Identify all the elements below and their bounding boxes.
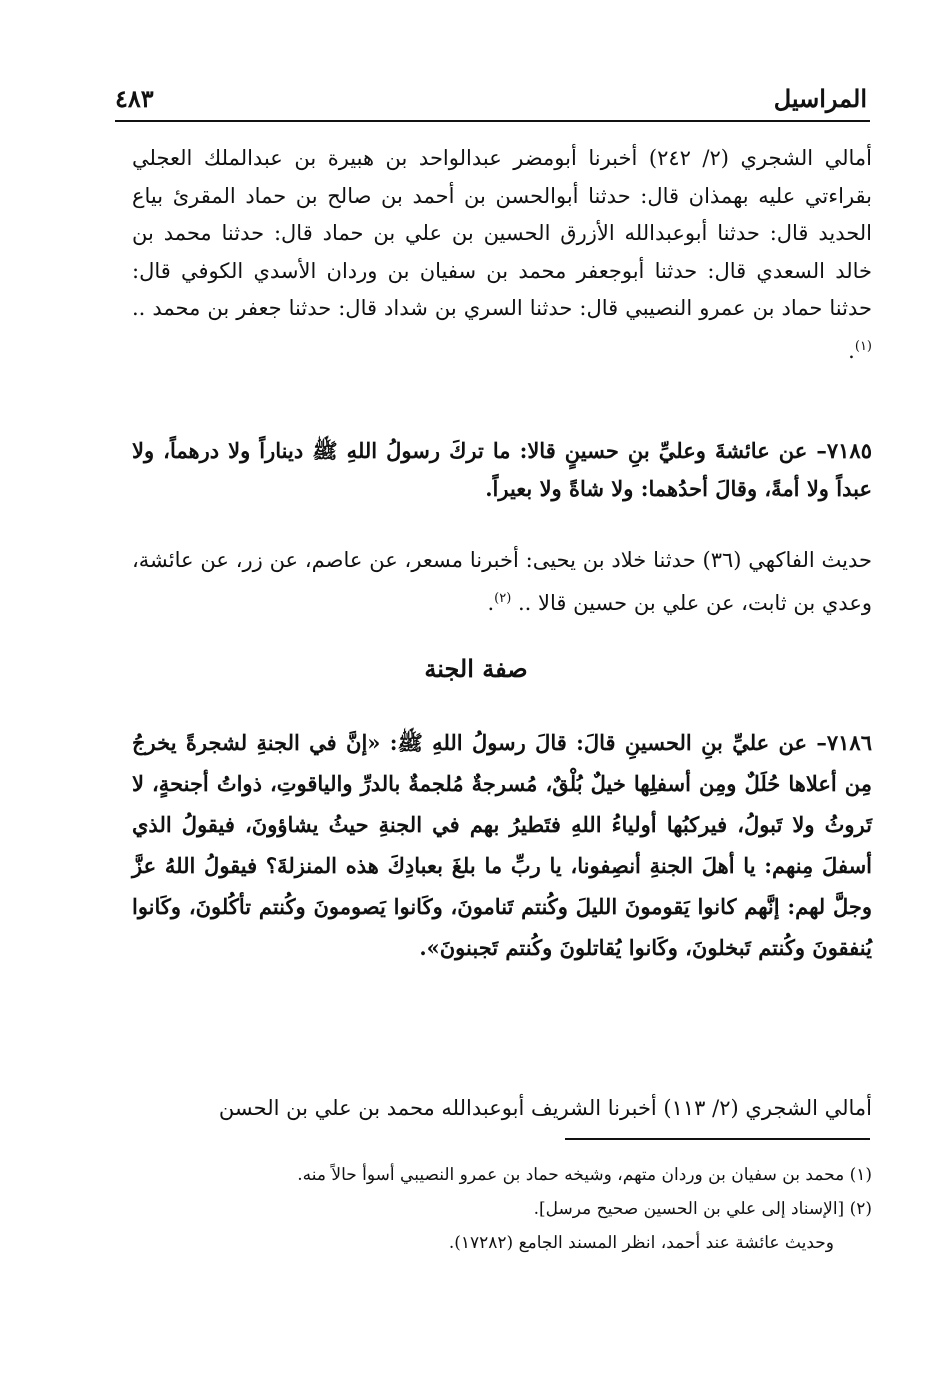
paragraph-end: . — [487, 590, 495, 615]
page-number: ٤٨٣ — [115, 84, 154, 113]
paragraph-source-1 — [132, 140, 872, 370]
paragraph-text: حديث الفاكهي (٣٦) حدثنا خلاد بن يحيى: أخبرنا مسعر، عن عاصم، عن زر، عن عائشة، وعدي بن ثابت، عن علي بن حسين قالا .. — [132, 548, 872, 615]
footnote-ref-2[interactable]: (٢) — [494, 590, 512, 606]
paragraph-end: . — [848, 338, 855, 363]
running-title: المراسيل — [773, 84, 867, 113]
hadith-text: ٧١٨٦– عن عليِّ بنِ الحسينِ قالَ: قالَ رسولُ اللهِ ﷺ: «إنَّ في الجنةِ لشجرةً يخرجُ مِن أعلاها حُلَلٌ ومِن أسفلِها خيلٌ بُلْقٌ، مُسرجةٌ مُلجمةٌ بالدرِّ والياقوتِ، ذواتُ أجنحةٍ، لا تَروثُ ولا تَبولُ، فيركبُها أولياءُ اللهِ فتَطيرُ بهم في الجنةِ حيثُ يشاؤونَ، فيقولُ الذي أسفلَ مِنهم: يا أهلَ الجنةِ أنصِفونا، يا ربِّ ما بلغَ بعبادِكَ هذه المنزلةَ؟ فيقولُ اللهُ عزَّ وجلَّ لهم: إنَّهم كانوا يَقومونَ الليلَ وكُنتم تَنامونَ، وكَانوا يَصومونَ وكُنتم تأكُلونَ، وكَانوا يُنفقونَ وكُنتم تَبخلونَ، وكَانوا يُقاتلونَ وكُنتم تَجبنونَ». — [132, 730, 872, 960]
paragraph-source-3 — [132, 1090, 872, 1128]
footnote-1: (١) محمد بن سفيان بن وردان متهم، وشيخه حماد بن عمرو النصيبي أسوأ حالاً منه. — [297, 1165, 872, 1185]
hadith-text: ٧١٨٥– عن عائشةَ وعليِّ بنِ حسينٍ قالا: ما تركَ رسولُ اللهِ ﷺ ديناراً ولا درهماً، ولا عبداً ولا أمةً، وقالَ أحدُهما: ولا شاةً ولا بعيراً. — [132, 438, 872, 501]
footnote-ref-1[interactable]: (١) — [854, 338, 872, 354]
header-rule — [115, 120, 870, 122]
paragraph-text: أمالي الشجري (٢/ ٢٤٢) أخبرنا أبومضر عبدالواحد بن هبيرة بن عبدالملك العجلي بقراءتي عليه بهمذان قال: حدثنا أبوالحسن بن أحمد بن صالح بن حماد المقرئ بياع الحديد قال: حدثنا أبوعبدالله الأزرق الحسين بن علي بن حماد قال: حدثنا محمد بن خالد السعدي قال: حدثنا أبوجعفر محمد بن سفيان بن وردان الأسدي الكوفي قال: حدثنا حماد بن عمرو النصيبي قال: حدثنا السري بن شداد قال: حدثنا جعفر بن محمد .. — [132, 146, 872, 320]
page-header — [115, 80, 867, 120]
hadith-7186 — [132, 722, 872, 968]
paragraph-source-2 — [132, 542, 872, 622]
paragraph-text: أمالي الشجري (٢/ ١١٣) أخبرنا الشريف أبوعبدالله محمد بن علي بن الحسن — [218, 1096, 872, 1120]
section-heading: صفة الجنة — [424, 654, 528, 683]
hadith-7185 — [132, 432, 872, 507]
footnotes — [132, 1158, 872, 1260]
footnote-rule — [565, 1138, 870, 1140]
footnote-2-continued: وحديث عائشة عند أحمد، انظر المسند الجامع (١٧٢٨٢). — [448, 1233, 834, 1253]
footnote-2: (٢) [الإسناد إلى علي بن الحسين صحيح مرسل]. — [533, 1199, 872, 1219]
